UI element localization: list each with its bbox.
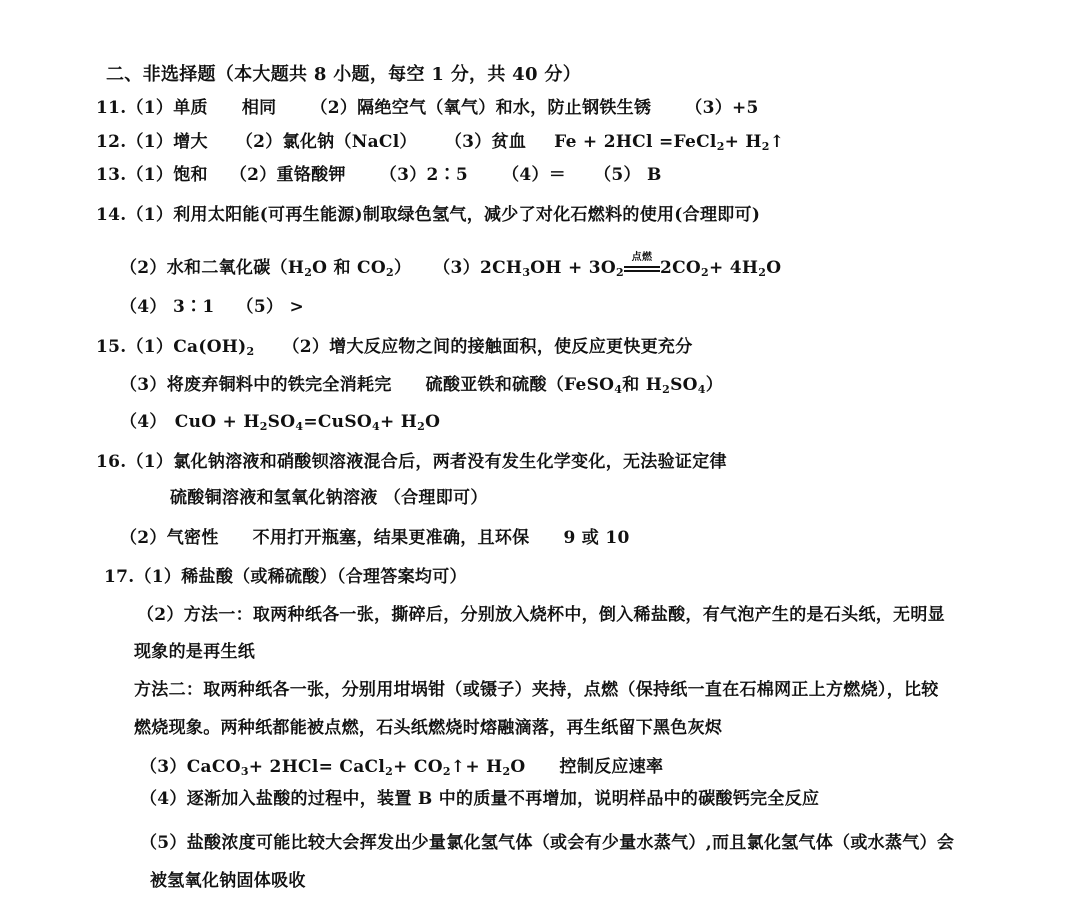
answer-11-part1b: 相同 bbox=[241, 98, 277, 118]
answer-14-line2 bbox=[120, 252, 782, 279]
eq-sub: 2 bbox=[758, 266, 767, 279]
eq-sub: 4 bbox=[372, 420, 381, 433]
eq-text: 2CO bbox=[659, 258, 702, 278]
answer-17-line1 bbox=[104, 566, 467, 588]
eq-text: （3）CaCO bbox=[140, 757, 241, 777]
question-number: 17. bbox=[104, 567, 135, 587]
eq-sub: 3 bbox=[522, 266, 531, 279]
eq-text: （2）水和二氧化碳（H bbox=[120, 258, 305, 278]
eq-text: + H bbox=[380, 412, 418, 432]
eq-text: O 和 CO bbox=[312, 258, 386, 278]
question-number: 11. bbox=[96, 98, 127, 118]
eq-sub: 4 bbox=[295, 420, 304, 433]
answer-14-part5: （5） > bbox=[236, 297, 305, 317]
answer-17-line8 bbox=[140, 832, 954, 854]
question-number: 13. bbox=[96, 165, 127, 185]
answer-13-part1: （1）饱和 bbox=[126, 165, 208, 185]
eq-text: ） bbox=[393, 258, 412, 278]
answer-17-line4 bbox=[134, 679, 939, 701]
gas-arrow: ↑ bbox=[769, 132, 785, 152]
eq-text: CuO + H bbox=[174, 412, 260, 432]
answer-17-line7 bbox=[140, 788, 819, 810]
answer-17-part3b: 控制反应速率 bbox=[559, 757, 664, 777]
answer-13-part5: （5） B bbox=[594, 165, 662, 185]
reaction-condition bbox=[624, 252, 660, 277]
answer-12-part2: （2）氯化钠（NaCl） bbox=[235, 132, 417, 152]
eq-sub: 2 bbox=[385, 266, 394, 279]
answer-13-part2: （2）重铬酸钾 bbox=[229, 165, 346, 185]
eq-text: + 4H bbox=[709, 258, 759, 278]
answer-12-equation bbox=[554, 131, 784, 153]
eq-text: SO bbox=[267, 412, 296, 432]
answer-12-part3: （3）贫血 bbox=[444, 132, 527, 152]
eq-text: Fe + 2HCl =FeCl bbox=[554, 132, 717, 152]
eq-sub: 2 bbox=[716, 140, 725, 153]
eq-text: + CO bbox=[393, 757, 443, 777]
answer-16-line1 bbox=[96, 451, 727, 473]
eq-sub: 2 bbox=[502, 765, 511, 778]
answer-16-line2 bbox=[170, 487, 488, 509]
section-heading: 二、非选择题（本大题共 8 小题，每空 1 分，共 40 分） bbox=[106, 64, 581, 85]
answer-17-part1: （1）稀盐酸（或稀硫酸）（合理答案均可） bbox=[134, 567, 467, 587]
answer-17-method2-cont: 燃烧现象。两种纸都能被点燃，石头纸燃烧时熔融滴落，再生纸留下黑色灰烬 bbox=[134, 718, 723, 738]
answer-17-method1: （2）方法一：取两种纸各一张，撕碎后，分别放入烧杯中，倒入稀盐酸，有气泡产生的是石头纸，无明显 bbox=[137, 605, 945, 625]
eq-sub: 2 bbox=[385, 765, 394, 778]
answer-17-line2 bbox=[137, 604, 945, 626]
question-number: 15. bbox=[96, 337, 127, 357]
answer-14-part4: （4） 3∶1 bbox=[120, 297, 215, 317]
eq-sub: 3 bbox=[240, 765, 249, 778]
answer-15-line2 bbox=[120, 374, 723, 396]
eq-sub: 4 bbox=[614, 383, 623, 396]
answer-15-part3: （3）将废弃铜料中的铁完全消耗完 bbox=[120, 375, 392, 395]
answer-17-part5: （5）盐酸浓度可能比较大会挥发出少量氯化氢气体（或会有少量水蒸气）,而且氯化氢气体（或水蒸气）会 bbox=[140, 833, 955, 853]
answer-13-part3: （3）2∶5 bbox=[379, 165, 469, 185]
answer-17-method2: 方法二：取两种纸各一张，分别用坩埚钳（或镊子）夹持，点燃（保持纸一直在石棉网正上方燃烧），比较 bbox=[134, 680, 939, 700]
answer-14-part1: （1）利用太阳能(可再生能源)制取绿色氢气，减少了对化石燃料的使用(合理即可) bbox=[126, 205, 761, 225]
eq-sub: 2 bbox=[761, 140, 770, 153]
answer-15-line1 bbox=[96, 336, 693, 358]
answer-13-part4: （4）＝ bbox=[502, 165, 567, 185]
eq-sub: 2 bbox=[662, 383, 671, 396]
eq-text: + H bbox=[724, 132, 762, 152]
eq-text: ↑+ H bbox=[450, 757, 503, 777]
eq-text: SO bbox=[670, 375, 698, 395]
eq-sub: 2 bbox=[417, 420, 426, 433]
answer-15-line3 bbox=[120, 411, 440, 433]
eq-text: =CuSO bbox=[303, 412, 373, 432]
eq-sub: 2 bbox=[259, 420, 268, 433]
answer-16-part1: （1）氯化钠溶液和硝酸钡溶液混合后，两者没有发生化学变化，无法验证定律 bbox=[126, 452, 727, 472]
condition-label: 点燃 bbox=[631, 252, 653, 263]
eq-sub: 4 bbox=[697, 383, 706, 396]
answer-11-part1: （1）单质 bbox=[126, 98, 208, 118]
answer-11-part3: （3）+5 bbox=[685, 98, 759, 118]
answer-17-method1-cont: 现象的是再生纸 bbox=[134, 642, 256, 662]
answer-15-part4: （4） bbox=[120, 412, 167, 432]
eq-text: OH + 3O bbox=[530, 258, 616, 278]
eq-sub: 2 bbox=[304, 266, 313, 279]
eq-sub: 2 bbox=[246, 345, 255, 358]
answer-14-line1 bbox=[96, 204, 760, 226]
answer-14-line3 bbox=[120, 296, 304, 318]
answer-17-line3 bbox=[134, 641, 255, 663]
eq-text: ） bbox=[705, 375, 724, 395]
answer-16-part1b: 硫酸铜溶液和氢氧化钠溶液 （合理即可） bbox=[170, 488, 488, 508]
eq-text: + 2HCl= CaCl bbox=[248, 757, 386, 777]
eq-text: O bbox=[425, 412, 441, 432]
question-number: 14. bbox=[96, 205, 127, 225]
answer-17-line5 bbox=[134, 717, 722, 739]
eq-text: 硫酸亚铁和硫酸（FeSO bbox=[425, 375, 615, 395]
answer-16-line3 bbox=[120, 527, 630, 549]
answer-12-part1: （1）增大 bbox=[126, 132, 208, 152]
answer-16-part2c: 9 或 10 bbox=[563, 528, 630, 548]
question-number: 12. bbox=[96, 132, 127, 152]
eq-sub: 2 bbox=[442, 765, 451, 778]
answer-17-part4: （4）逐渐加入盐酸的过程中，装置 B 中的质量不再增加，说明样品中的碳酸钙完全反应 bbox=[140, 789, 820, 809]
answer-17-line6 bbox=[140, 756, 663, 778]
eq-text: O bbox=[766, 258, 782, 278]
eq-sub: 2 bbox=[615, 266, 624, 279]
answer-11 bbox=[96, 97, 759, 119]
eq-text: O bbox=[510, 757, 526, 777]
answer-17-part5-cont: 被氢氧化钠固体吸收 bbox=[150, 871, 306, 891]
answer-17-line9 bbox=[150, 870, 306, 892]
answer-12 bbox=[96, 131, 784, 153]
answer-16-part2: （2）气密性 bbox=[120, 528, 219, 548]
answer-11-part2: （2）隔绝空气（氧气）和水，防止钢铁生锈 bbox=[310, 98, 652, 118]
eq-text: （3）2CH bbox=[433, 258, 523, 278]
eq-text: （1）Ca(OH) bbox=[126, 337, 247, 357]
eq-text: 和 H bbox=[622, 375, 663, 395]
question-number: 16. bbox=[96, 452, 127, 472]
answer-13 bbox=[96, 164, 662, 186]
answer-16-part2b: 不用打开瓶塞，结果更准确，且环保 bbox=[252, 528, 530, 548]
answer-15-part2: （2）增大反应物之间的接触面积，使反应更快更充分 bbox=[282, 337, 693, 357]
eq-sub: 2 bbox=[701, 266, 709, 279]
